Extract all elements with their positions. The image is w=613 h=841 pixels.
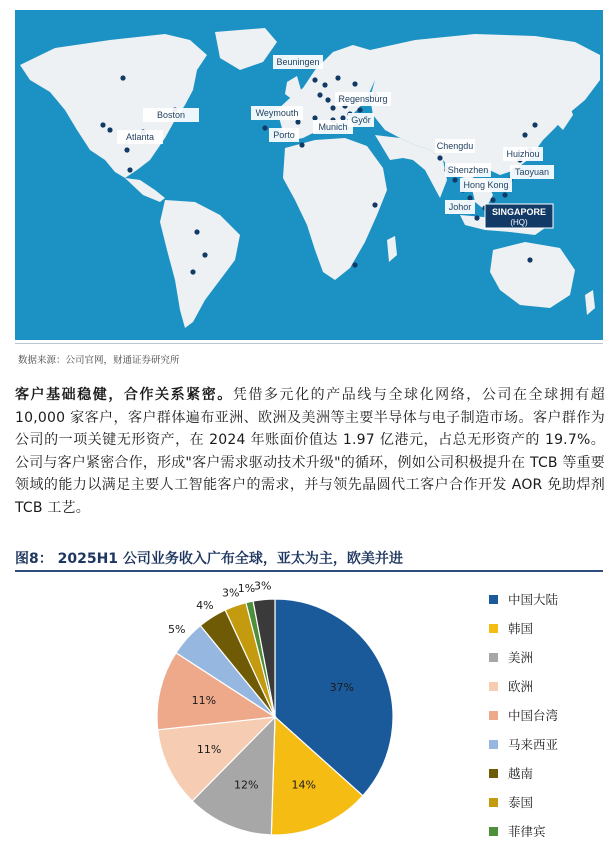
world-map [15, 10, 603, 340]
location-dot [357, 107, 362, 112]
city-label-weymouth [251, 106, 303, 120]
location-dot [295, 119, 300, 124]
pie-data-label: 1% [237, 582, 256, 596]
legend-label: 中国台湾 [508, 708, 559, 723]
legend-swatch [489, 740, 498, 749]
location-dot [262, 125, 267, 130]
svg-text:Weymouth: Weymouth [255, 108, 299, 118]
svg-text:Beuningen: Beuningen [276, 57, 320, 67]
location-dot [437, 155, 442, 160]
city-label-johor [445, 200, 475, 214]
svg-text:Porto: Porto [273, 130, 295, 140]
location-dot [467, 195, 472, 200]
location-dot [352, 262, 357, 267]
location-dot [317, 92, 322, 97]
location-dot [322, 82, 327, 87]
paragraph-lead: 客户基础稳健，合作关系紧密。 [15, 387, 233, 403]
svg-text:Huizhou: Huizhou [506, 149, 540, 159]
location-dot [502, 192, 507, 197]
body-paragraph [15, 384, 605, 520]
pie-legend [489, 592, 559, 837]
city-label-regensburg [335, 92, 391, 106]
legend-swatch [489, 827, 498, 836]
figure-divider [15, 570, 603, 572]
legend-swatch [489, 798, 498, 807]
svg-text:Regensburg: Regensburg [338, 94, 388, 104]
city-label-shenzhen [445, 163, 491, 177]
city-label-munich [313, 120, 353, 134]
location-dot [124, 147, 129, 152]
location-dot [452, 177, 457, 182]
city-label-taoyuan [510, 165, 554, 179]
legend-swatch [489, 595, 498, 604]
city-label-győr [348, 113, 374, 127]
location-dot [330, 105, 335, 110]
svg-text:Boston: Boston [156, 110, 186, 120]
svg-text:Chengdu: Chengdu [436, 141, 474, 151]
location-dot [527, 257, 532, 262]
pie-data-label: 4% [196, 599, 214, 613]
figure-title: 图8： 2025H1 公司业务收入广布全球，亚太为主，欧美并进 [15, 551, 403, 567]
svg-text:Győr: Győr [351, 115, 371, 125]
legend-label: 越南 [508, 766, 534, 781]
location-dot [107, 127, 112, 132]
legend-label: 泰国 [508, 795, 534, 810]
legend-label: 美洲 [508, 650, 534, 665]
location-dot [100, 122, 105, 127]
legend-swatch [489, 653, 498, 662]
pie-data-label: 37% [329, 681, 355, 695]
city-label-porto [269, 128, 299, 142]
location-dot [299, 142, 304, 147]
location-dot [372, 202, 377, 207]
pie-data-label: 11% [191, 694, 217, 708]
location-dot [194, 229, 199, 234]
city-label-huizhou [503, 147, 543, 161]
city-label-hong-kong [460, 178, 512, 192]
legend-label: 欧洲 [508, 679, 534, 694]
hq-name: SINGAPORE [491, 207, 547, 217]
location-dot [490, 197, 495, 202]
legend-swatch [489, 711, 498, 720]
pie-slices [157, 599, 393, 835]
legend-swatch [489, 682, 498, 691]
pie-data-label: 5% [167, 622, 186, 636]
hq-marker [485, 204, 553, 228]
revenue-pie-chart [15, 575, 605, 837]
location-dot [190, 269, 195, 274]
svg-text:Hong Kong: Hong Kong [463, 180, 509, 190]
legend-label: 中国大陆 [508, 592, 559, 607]
city-label-chengdu [435, 139, 475, 153]
legend-swatch [489, 624, 498, 633]
pie-data-label: 12% [233, 778, 259, 792]
svg-text:Taoyuan: Taoyuan [514, 167, 550, 177]
city-label-beuningen [273, 55, 323, 69]
location-dot [312, 77, 317, 82]
source-divider [15, 343, 603, 344]
svg-text:Johor: Johor [448, 202, 472, 212]
pie-data-label: 14% [291, 778, 317, 792]
svg-text:Shenzhen: Shenzhen [447, 165, 489, 175]
location-dot [127, 167, 132, 172]
legend-swatch [489, 769, 498, 778]
legend-label: 马来西亚 [508, 737, 559, 752]
location-dot [325, 97, 330, 102]
location-dot [522, 132, 527, 137]
pie-data-label: 3% [253, 579, 272, 593]
pie-data-label: 3% [221, 586, 240, 600]
location-dot [340, 115, 345, 120]
city-label-boston [143, 108, 199, 122]
location-dot [474, 215, 479, 220]
hq-note: (HQ) [510, 218, 528, 227]
legend-label: 菲律宾 [508, 824, 546, 837]
paragraph-body: 凭借多元化的产品线与全球化网络，公司在全球拥有超 10,000 家客户，客户群体遍布亚洲、欧洲及美洲等主要半导体与电子制造市场。客户群作为公司的一项关键无形资产，在 2024 年账面价值达 1.97 亿港元，占总无形资产的 19.7%。公司与客户紧密合作，形成"客户需求驱动技术升级"的循环，例如公司积极提升在 TCB 等重要领域的能力以满足主要人工智能客户的需求，并与领先晶圆代工客户合作开发 AOR 免助焊剂 TCB 工艺。 [15, 387, 605, 516]
location-dot [120, 75, 125, 80]
legend-label: 韩国 [508, 621, 534, 636]
location-dot [312, 115, 317, 120]
location-dot [202, 252, 207, 257]
svg-text:Munich: Munich [318, 122, 348, 132]
pie-data-label: 11% [196, 742, 222, 756]
location-dot [352, 81, 357, 86]
location-dot [532, 122, 537, 127]
svg-text:Atlanta: Atlanta [125, 132, 155, 142]
source-note: 数据来源：公司官网，财通证券研究所 [18, 355, 180, 366]
location-dot [335, 75, 340, 80]
city-label-atlanta [117, 130, 163, 144]
